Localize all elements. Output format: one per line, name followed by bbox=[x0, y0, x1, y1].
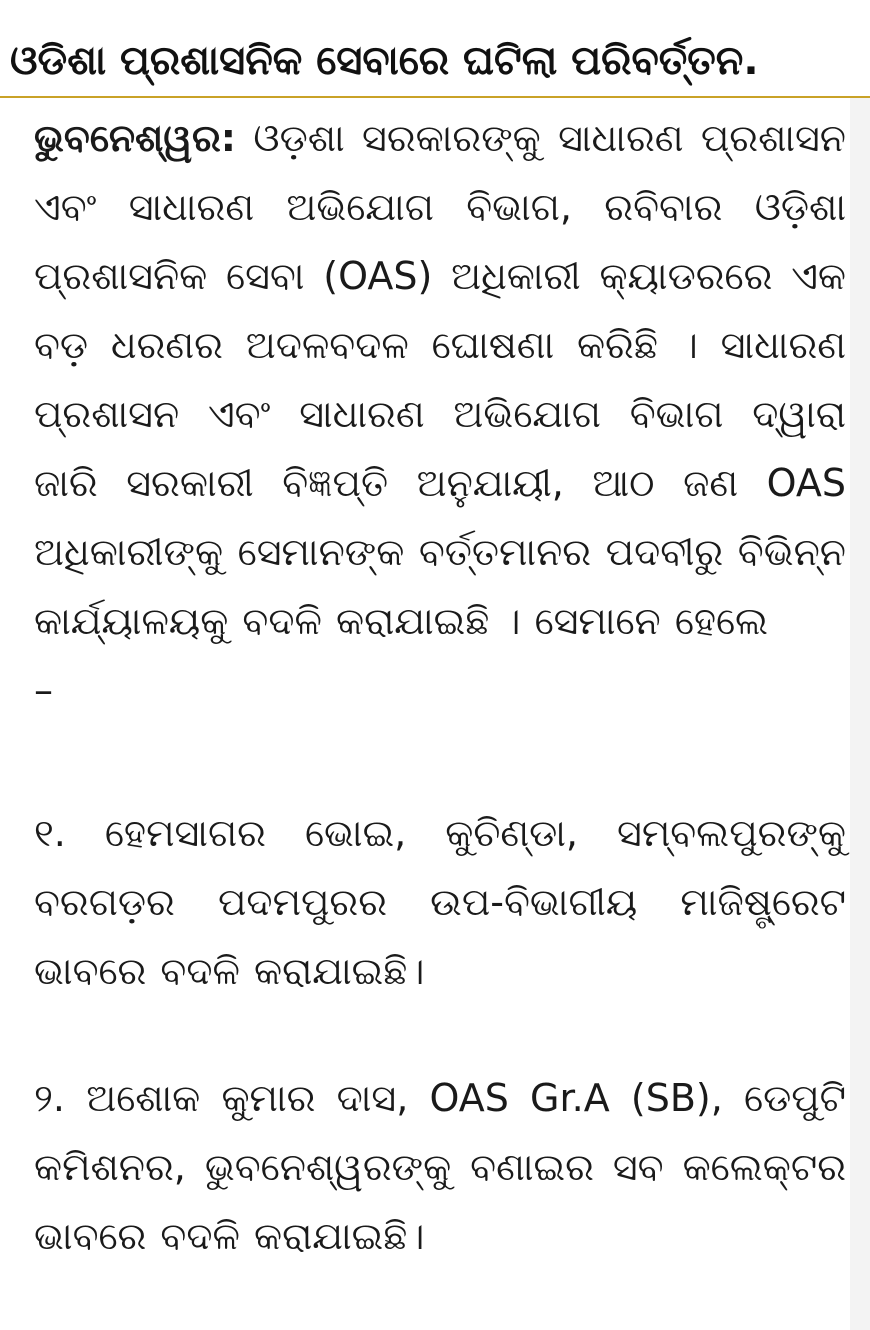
intro-dash: – bbox=[34, 668, 53, 712]
transfer-item-2: ୨. ଅଶୋକ କୁମାର ଦାସ, OAS Gr.A (SB), ଡେପୁଟି କମିଶନର, ଭୁବନେଶ୍ୱରଙ୍କୁ ବଣାଇର ସବ କଲେକ୍ଟର ଭାବରେ ବଦଳି କରାଯାଇଛି। bbox=[34, 1076, 846, 1258]
article-body bbox=[0, 98, 870, 1330]
intro-paragraph bbox=[34, 104, 846, 725]
article-headline: ଓଡିଶା ପ୍ରଶାସନିକ ସେବାରେ ଘଟିଲା ପରିବର୍ତ୍ତନ. bbox=[10, 37, 759, 84]
dateline: ଭୁବନେଶ୍ୱର: bbox=[34, 116, 237, 160]
intro-text: ଓଡ଼ଶା ସରକାରଙ୍କୁ ସାଧାରଣ ପ୍ରଶାସନ ଏବଂ ସାଧାରଣ ଅଭିଯୋଗ ବିଭାଗ, ରବିବାର ଓଡ଼ିଶା ପ୍ରଶାସନିକ ସେବା (OAS) ଅଧିକାରୀ କ୍ୟାଡରରେ ଏକ ବଡ଼ ଧରଣର ଅଦଳବଦଳ ଘୋଷଣା କରିଛି । ସାଧାରଣ ପ୍ରଶାସନ ଏବଂ ସାଧାରଣ ଅଭିଯୋଗ ବିଭାଗ ଦ୍ୱାରା ଜାରି ସରକାରୀ ବିଜ୍ଞପ୍ତି ଅନୁଯାୟୀ, ଆଠ ଜଣ OAS ଅଧିକାରୀଙ୍କୁ ସେମାନଙ୍କ ବର୍ତ୍ତମାନର ପଦବୀରୁ ବିଭିନ୍ନ କାର୍ଯ୍ୟାଳୟକୁ ବଦଳି କରାଯାଇଛି । ସେମାନେ ହେଲେ bbox=[34, 116, 846, 643]
transfer-item-1: ୧. ହେମସାଗର ଭୋଇ, କୁଚିଣ୍ଡା, ସମ୍ବଲପୁରଙ୍କୁ ବରଗଡ଼ର ପଦମପୁରର ଉପ-ବିଭାଗୀୟ ମାଜିଷ୍ଟ୍ରେଟ ଭାବରେ ବଦଳି କରାଯାଇଛି। bbox=[34, 811, 846, 993]
